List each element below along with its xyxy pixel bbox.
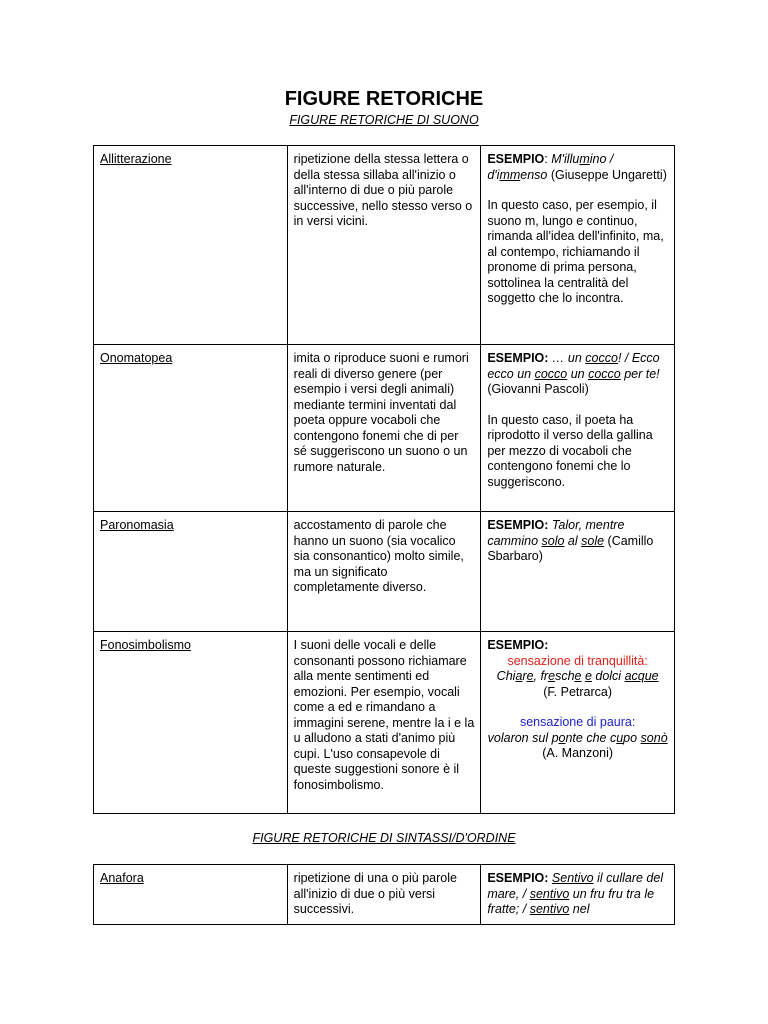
example-label: ESEMPIO: bbox=[487, 351, 549, 365]
example-explanation: In questo caso, il poeta ha riprodotto il verso della gallina per mezzo di vocaboli che contengono fonemi che lo suggeriscono. bbox=[487, 412, 653, 489]
table-row-allitterazione bbox=[94, 146, 675, 345]
example-fear-label: sensazione di paura: bbox=[519, 715, 636, 729]
example-text: Talor, mentre cammino solo al sole bbox=[487, 518, 625, 548]
definition-onomatopea: imita o riproduce suoni e rumori reali di diverso genere (per esempio i versi degli animali) mediante termini inventati dal poeta oppure vocaboli che contengono fonemi che di per sé suggeriscono un suono o un rumore naturale. bbox=[287, 345, 481, 512]
example-text: Sentivo il cullare del mare, / sentivo un fru fru tra le fratte; / sentivo nel bbox=[487, 871, 664, 916]
example-label: ESEMPIO bbox=[487, 152, 545, 166]
example-fear-author: (A. Manzoni) bbox=[542, 746, 614, 760]
term-anafora: Anafora bbox=[100, 871, 144, 885]
example-tranquility-label: sensazione di tranquillità: bbox=[507, 653, 648, 668]
example-anafora bbox=[481, 865, 675, 925]
table-row-fonosimbolismo bbox=[94, 632, 675, 814]
definition-paronomasia: accostamento di parole che hanno un suono (sia vocalico sia consonantico) molto simile, ma un significato completamente diverso. bbox=[287, 512, 481, 632]
syntax-figures-table bbox=[93, 864, 675, 925]
example-text: … un cocco! / Ecco ecco un cocco un cocco per te! bbox=[487, 351, 660, 381]
example-tranquility-verse: Chiare, fresche e dolci acque bbox=[496, 669, 659, 683]
example-author: (Camillo Sbarbaro) bbox=[487, 533, 654, 563]
example-fear-verse: volaron sul ponte che cupo sonò bbox=[487, 730, 668, 745]
table-row-onomatopea bbox=[94, 345, 675, 512]
example-fonosimbolismo bbox=[481, 632, 675, 814]
section-title-syntax: FIGURE RETORICHE DI SINTASSI/D'ORDINE bbox=[252, 831, 516, 845]
example-author: (Giovanni Pascoli) bbox=[487, 382, 589, 396]
example-tranquility-author: (F. Petrarca) bbox=[543, 684, 613, 699]
example-allitterazione: ESEMPIO: M'illumino / d'immenso (Giuseppe Ungaretti) In questo caso, per esempio, il suono m, lungo e continuo, rimanda all'idea dell'infinito, ma, al contempo, richiamando il pronome di prima persona, sottolinea la centralità del soggetto che lo incontra. bbox=[481, 146, 675, 345]
definition-anafora: ripetizione di una o più parole all'inizio di due o più versi successivi. bbox=[287, 865, 481, 925]
example-text: M'illumino / d'immenso bbox=[487, 152, 614, 182]
sound-figures-table bbox=[93, 145, 675, 814]
definition-allitterazione: ripetizione della stessa lettera o della stessa sillaba all'inizio o all'interno di due o più parole successive, nello stesso verso o in versi vicini. bbox=[287, 146, 481, 345]
page-title: FIGURE RETORICHE bbox=[284, 88, 484, 110]
definition-fonosimbolismo: I suoni delle vocali e delle consonanti possono richiamare alla mente sentimenti ed emozioni. Per esempio, vocali come a ed e rimandano a immagini serene, mentre la i e la u alludono a stati d'animo più cupi. L'uso consapevole di queste suggestioni sonore è il fonosimbolismo. bbox=[287, 632, 481, 814]
term-paronomasia: Paronomasia bbox=[100, 518, 174, 532]
example-label: ESEMPIO: bbox=[487, 518, 549, 532]
example-label: ESEMPIO: bbox=[487, 638, 549, 652]
example-label: ESEMPIO: bbox=[487, 871, 549, 885]
example-paronomasia bbox=[481, 512, 675, 632]
section-title-sound: FIGURE RETORICHE DI SUONO bbox=[289, 113, 479, 127]
example-author: (Giuseppe Ungaretti) bbox=[547, 167, 667, 182]
table-row-anafora bbox=[94, 865, 675, 925]
example-onomatopea bbox=[481, 345, 675, 512]
term-fonosimbolismo: Fonosimbolismo bbox=[100, 638, 192, 652]
table-row-paronomasia bbox=[94, 512, 675, 632]
term-allitterazione: Allitterazione bbox=[100, 152, 172, 166]
example-explanation: In questo caso, per esempio, il suono m, lungo e continuo, rimanda all'idea dell'infinito, ma, al contempo, richiamando il pronome di prima persona, sottolinea la centralità del soggetto che lo incontra. bbox=[487, 198, 664, 305]
term-onomatopea: Onomatopea bbox=[100, 351, 173, 365]
